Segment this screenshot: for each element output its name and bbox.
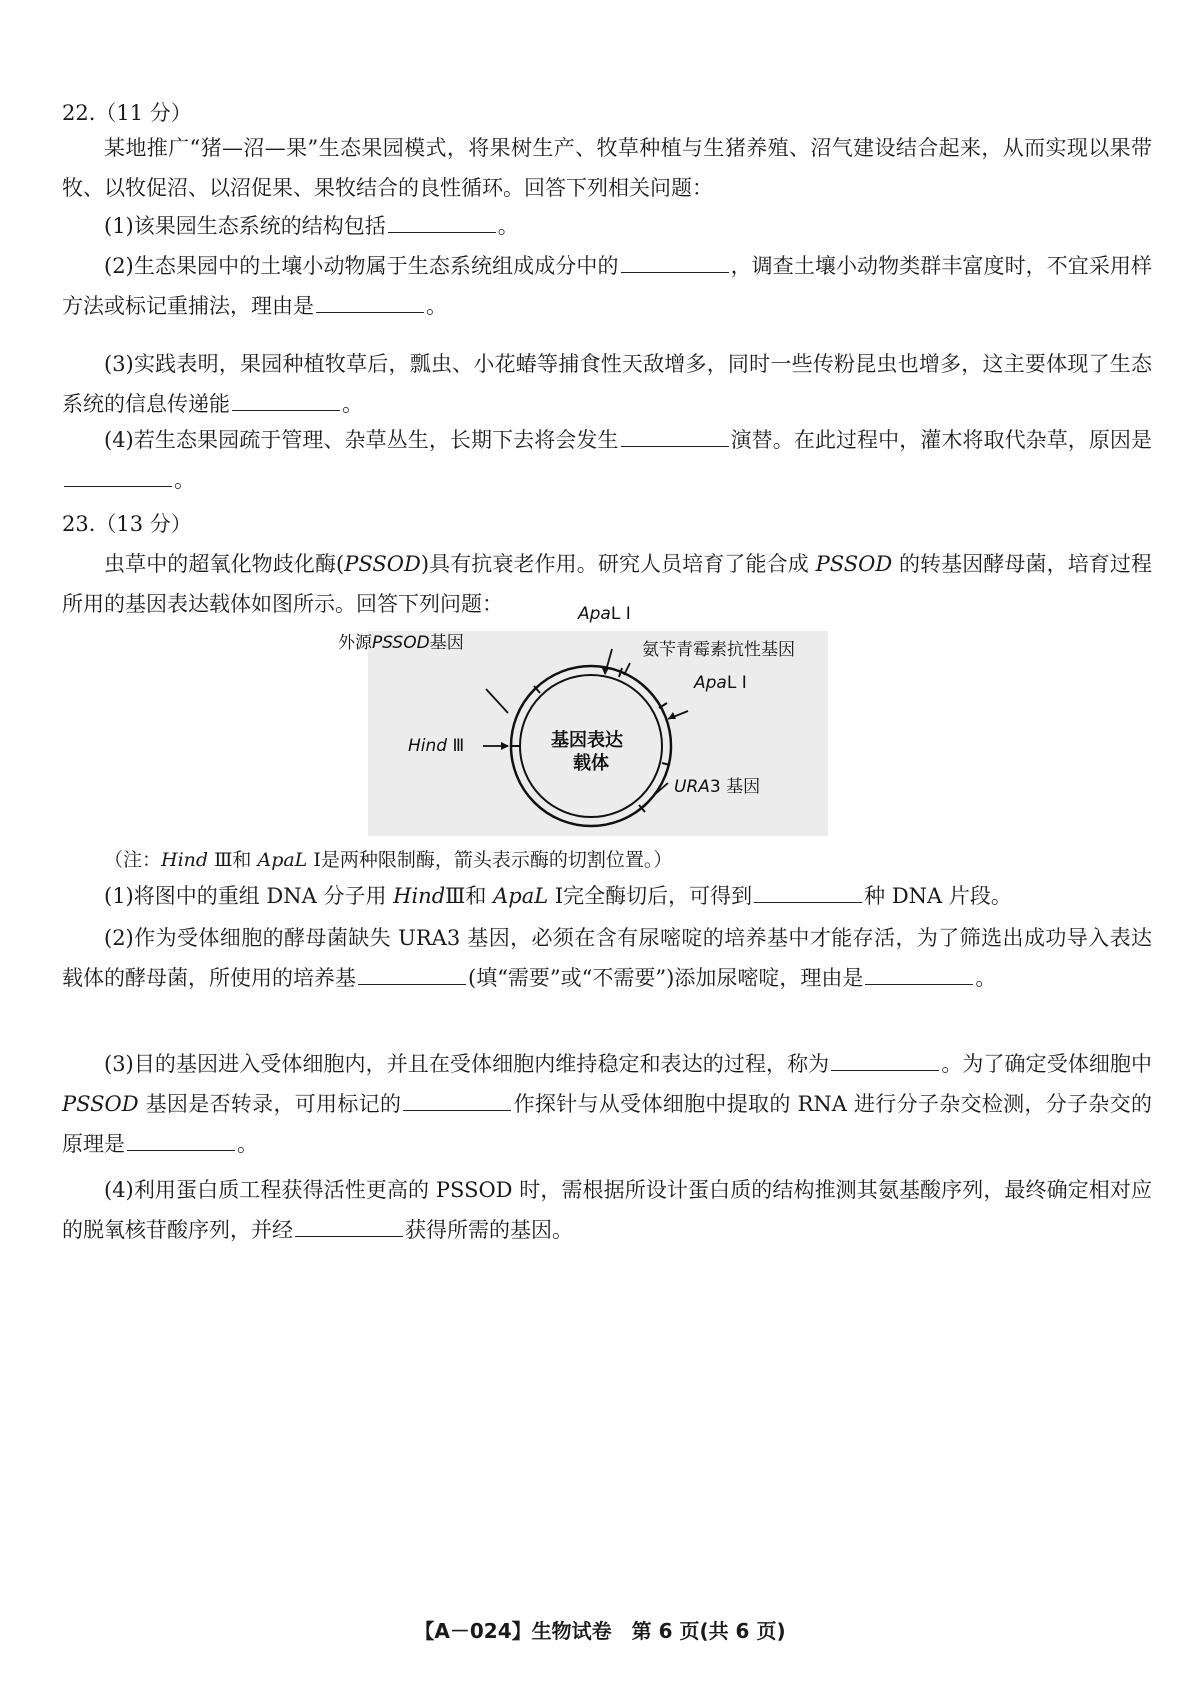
plasmid-center-line-1: 基因表达 — [551, 730, 623, 751]
answer-blank — [232, 409, 340, 411]
figure-note: （注：Hind Ⅲ和 ApaL Ⅰ是两种限制酶，箭头表示酶的切割位置。） — [104, 849, 673, 871]
question-23-intro: 虫草中的超氧化物歧化酶(PSSOD)具有抗衰老作用。研究人员培育了能合成 PSSOD 的转基因酵母菌，培育过程所用的基因表达载体如图所示。回答下列问题： — [62, 552, 1152, 616]
page-footer: 【A－024】生物试卷 第 6 页(共 6 页) — [414, 1619, 786, 1643]
label-pssod-gene: 外源PSSOD基因 — [338, 633, 464, 653]
answer-blank — [754, 901, 862, 903]
answer-blank — [403, 1109, 511, 1111]
label-hind: Hind Ⅲ — [408, 736, 465, 756]
answer-blank — [388, 231, 496, 233]
question-23-part-2: (2)作为受体细胞的酵母菌缺失 URA3 基因，必须在含有尿嘧啶的培养基中才能存活，为了筛选出成功导入表达载体的酵母菌，所使用的培养基 (填“需要”或“不需要”)添加尿嘧啶，理由是 。 — [62, 926, 1152, 990]
question-22-part-1: (1)该果园生态系统的结构包括 。 — [104, 214, 519, 238]
expression-vector-figure — [338, 604, 828, 836]
answer-blank — [64, 485, 172, 487]
answer-blank — [621, 445, 729, 447]
question-22-header: 22.（11 分） — [62, 101, 192, 125]
answer-blank — [358, 983, 466, 985]
answer-blank — [865, 983, 973, 985]
label-ura3-gene: URA3 基因 — [674, 777, 761, 797]
label-apal-right: ApaL Ⅰ — [694, 673, 747, 693]
answer-blank — [831, 1069, 939, 1071]
pssod-pointer — [486, 689, 508, 713]
question-22-part-4: (4)若生态果园疏于管理、杂草丛生，长期下去将会发生 演替。在此过程中，灌木将取代杂草，原因是。 — [62, 420, 1152, 500]
label-amp-resistance-gene: 氨苄青霉素抗性基因 — [642, 640, 795, 660]
answer-blank — [127, 1149, 235, 1151]
answer-blank — [295, 1235, 403, 1237]
question-22-intro: 某地推广“猪—沼—果”生态果园模式，将果树生产、牧草种植与生猪养殖、沼气建设结合起来，从而实现以果带牧、以牧促沼、以沼促果、果牧结合的良性循环。回答下列相关问题： — [62, 136, 1152, 200]
plasmid-center-line-2: 载体 — [573, 753, 609, 774]
question-22-part-3: (3)实践表明，果园种植牧草后，瓢虫、小花蝽等捕食性天敌增多，同时一些传粉昆虫也增多，这主要体现了生态系统的信息传递能 。 — [62, 352, 1152, 416]
question-23-part-4: (4)利用蛋白质工程获得活性更高的 PSSOD 时，需根据所设计蛋白质的结构推测其氨基酸序列，最终确定相对应的脱氧核苷酸序列，并经 获得所需的基因。 — [62, 1178, 1152, 1242]
question-22-part-2: (2)生态果园中的土壤小动物属于生态系统组成成分中的 ，调查土壤小动物类群丰富度时，不宜采用样方法或标记重捕法，理由是 。 — [62, 254, 1153, 318]
answer-blank — [621, 271, 729, 273]
question-23-header: 23.（13 分） — [62, 512, 192, 536]
label-apal-top: ApaL Ⅰ — [578, 604, 631, 624]
question-23-part-3: (3)目的基因进入受体细胞内，并且在受体细胞内维持稳定和表达的过程，称为 。为了确定受体细胞中 PSSOD 基因是否转录，可用标记的 作探针与从受体细胞中提取的 RNA 进行分子杂交检测，分子杂交的原理是 。 — [62, 1052, 1153, 1156]
answer-blank — [316, 311, 424, 313]
question-23-part-1: (1)将图中的重组 DNA 分子用 HindⅢ和 ApaL Ⅰ完全酶切后，可得到 种 DNA 片段。 — [104, 884, 1012, 908]
